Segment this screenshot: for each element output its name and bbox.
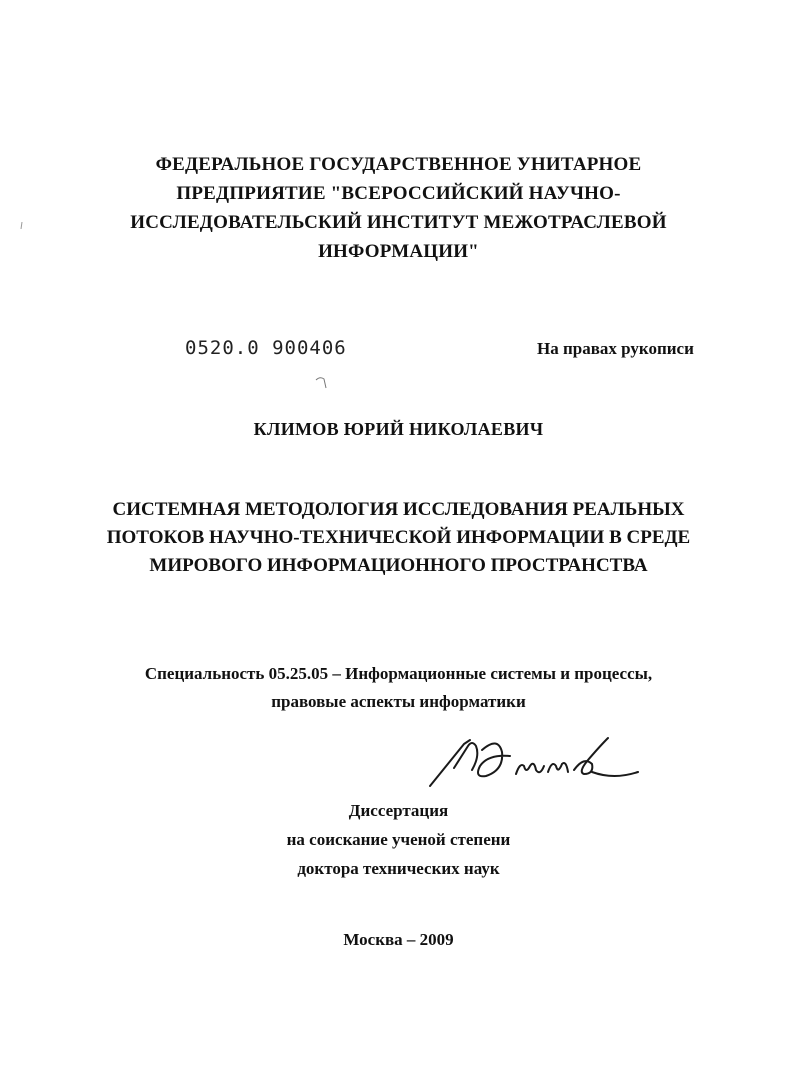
city-year: Москва – 2009 — [343, 930, 454, 949]
title-line-1: СИСТЕМНАЯ МЕТОДОЛОГИЯ ИССЛЕДОВАНИЯ РЕАЛЬНЫХ — [112, 499, 685, 520]
author-name: КЛИМОВ ЮРИЙ НИКОЛАЕВИЧ — [253, 419, 544, 439]
specialty-line-2: правовые аспекты информатики — [271, 692, 526, 711]
degree-line-1: Диссертация — [348, 801, 449, 820]
degree-line-2: на соискание ученой степени — [286, 830, 511, 849]
degree-statement — [0, 796, 797, 883]
scan-mark — [314, 374, 330, 390]
organization-line-2: ПРЕДПРИЯТИЕ "ВСЕРОССИЙСКИЙ НАУЧНО- — [176, 183, 621, 204]
organization-name — [0, 150, 797, 266]
title-line-2: ПОТОКОВ НАУЧНО-ТЕХНИЧЕСКОЙ ИНФОРМАЦИИ В СРЕДЕ — [106, 527, 691, 548]
dissertation-title — [0, 496, 797, 580]
degree-line-3: доктора технических наук — [297, 859, 500, 878]
title-line-3: МИРОВОГО ИНФОРМАЦИОННОГО ПРОСТРАНСТВА — [149, 555, 648, 576]
organization-line-4: ИНФОРМАЦИИ" — [318, 241, 479, 262]
organization-line-1: ФЕДЕРАЛЬНОЕ ГОСУДАРСТВЕННОЕ УНИТАРНОЕ — [155, 154, 642, 175]
registration-code: 0520.0 900406 — [185, 337, 347, 359]
organization-line-3: ИССЛЕДОВАТЕЛЬСКИЙ ИНСТИТУТ МЕЖОТРАСЛЕВОЙ — [130, 212, 667, 233]
rights-note: На правах рукописи — [537, 339, 694, 358]
specialty — [0, 660, 797, 716]
specialty-line-1: Специальность 05.25.05 – Информационные системы и процессы, — [144, 664, 653, 683]
author-signature — [424, 730, 644, 790]
